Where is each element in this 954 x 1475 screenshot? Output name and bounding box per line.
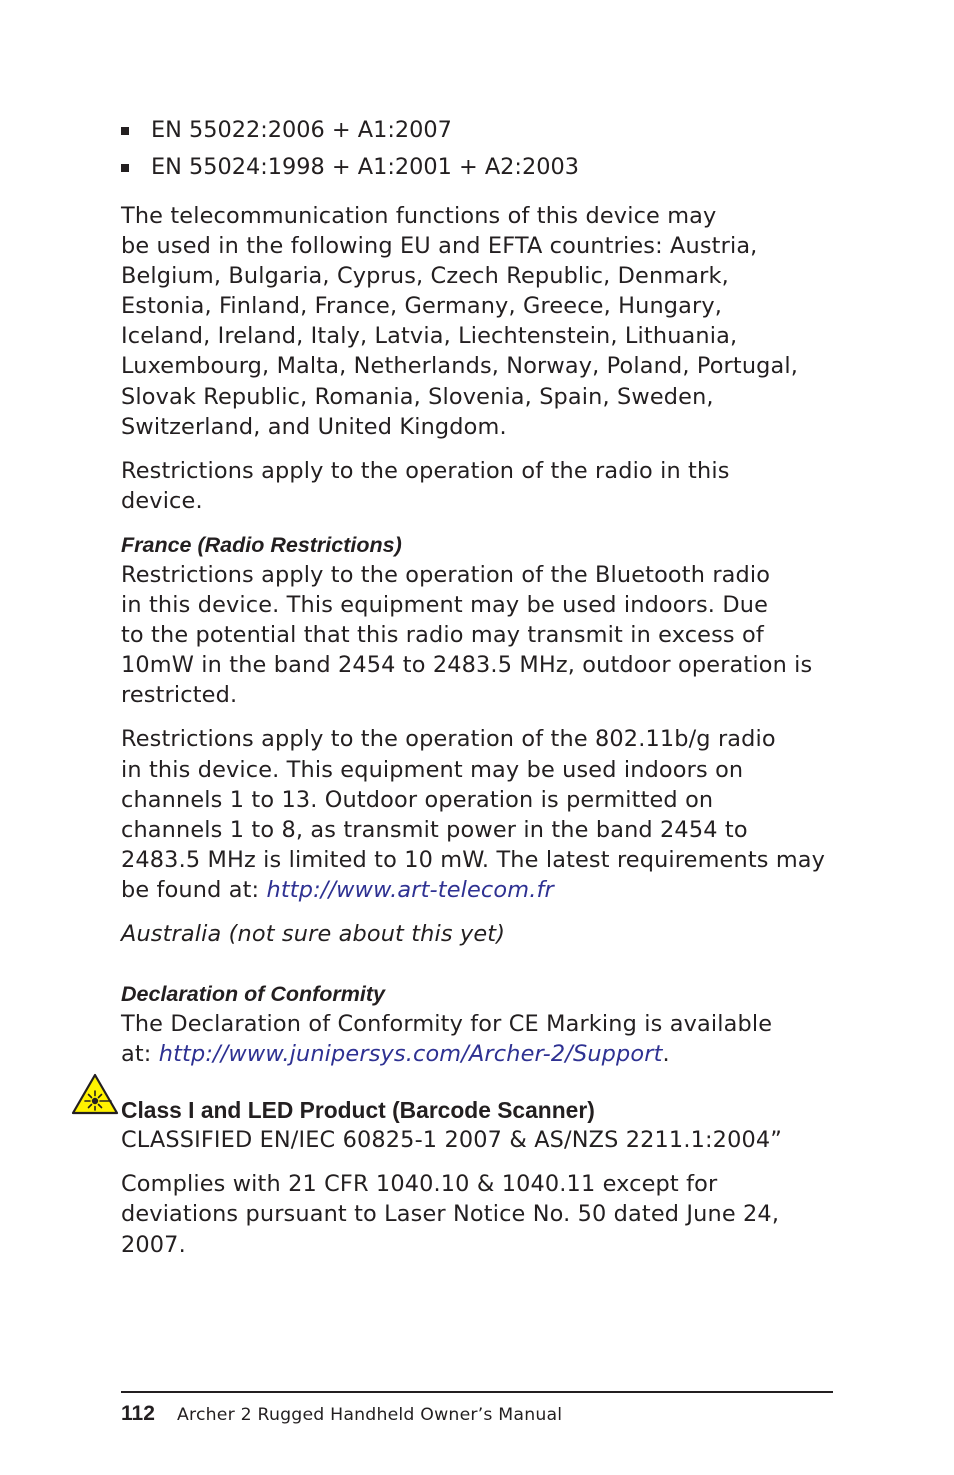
france-wifi-paragraph: Restrictions apply to the operation of the 802.11b/g radio in this device. This equipment may be used indoors on channels 1 to 13. Outdoor operation is permitted on channels 1 to 8, as transmit power in the band 2454 to 2483.5 MHz is limited to 10 mW. The latest requirements may be found at: http://www.art-telecom.fr — [121, 726, 826, 903]
section-spacer — [121, 1083, 833, 1095]
france-bluetooth-paragraph: Restrictions apply to the operation of the Bluetooth radio in this device. This equipment may be used indoors. Due to the potential that this radio may transmit in excess of 10mW in the band 2454 to 2483.5 MHz, outdoor operation is restricted. — [121, 561, 813, 709]
section-spacer — [121, 963, 833, 979]
countries-paragraph: The telecommunication functions of this device may be used in the following EU and EFTA countries: Austria, Belgium, Bulgaria, Cyprus, Czech Republic, Denmark, Estonia, Finland, France, Germany, Greece, Hungary, Iceland, Ireland, Italy, Latvia, Liechtenstein, Lithuania, Luxembourg, Malta, Netherlands, Norway, Poland, Portugal, Slovak Republic, Romania, Slovenia, Spain, Sweden, Switzerland, and United Kingdom. — [121, 203, 799, 440]
france-heading: France (Radio Restrictions) — [121, 532, 402, 557]
australia-note: Australia (not sure about this yet) — [121, 920, 506, 947]
page-content — [121, 112, 833, 1274]
restrictions-paragraph: Restrictions apply to the operation of the radio in this device. — [121, 457, 730, 514]
list-item: EN 55024:1998 + A1:2001 + A2:2003 — [121, 149, 833, 186]
page-footer — [121, 1391, 833, 1425]
bullet-square-icon — [121, 164, 129, 172]
bullet-square-icon — [121, 127, 129, 135]
laser-complies-paragraph: Complies with 21 CFR 1040.10 & 1040.11 except for deviations pursuant to Laser Notice No. 50 dated June 24, 2007. — [121, 1171, 780, 1258]
page-number: 112 — [121, 1402, 155, 1425]
laser-heading: Class I and LED Product (Barcode Scanner) — [121, 1097, 595, 1124]
laser-classified: CLASSIFIED EN/IEC 60825-1 2007 & AS/NZS 2211.1:2004” — [121, 1127, 783, 1154]
laser-warning-icon — [71, 1073, 119, 1115]
standards-list — [121, 112, 833, 186]
conformity-heading: Declaration of Conformity — [121, 982, 385, 1007]
art-telecom-link[interactable]: http://www.art-telecom.fr — [266, 876, 554, 903]
list-item: EN 55022:2006 + A1:2007 — [121, 112, 833, 149]
laser-section-heading — [121, 1095, 833, 1125]
juniper-support-link[interactable]: http://www.junipersys.com/Archer-2/Support — [158, 1041, 663, 1068]
conformity-paragraph: The Declaration of Conformity for CE Marking is available at: http://www.junipersys.com/Archer-2/Support. — [121, 1011, 773, 1068]
manual-title: Archer 2 Rugged Handheld Owner’s Manual — [177, 1405, 563, 1425]
